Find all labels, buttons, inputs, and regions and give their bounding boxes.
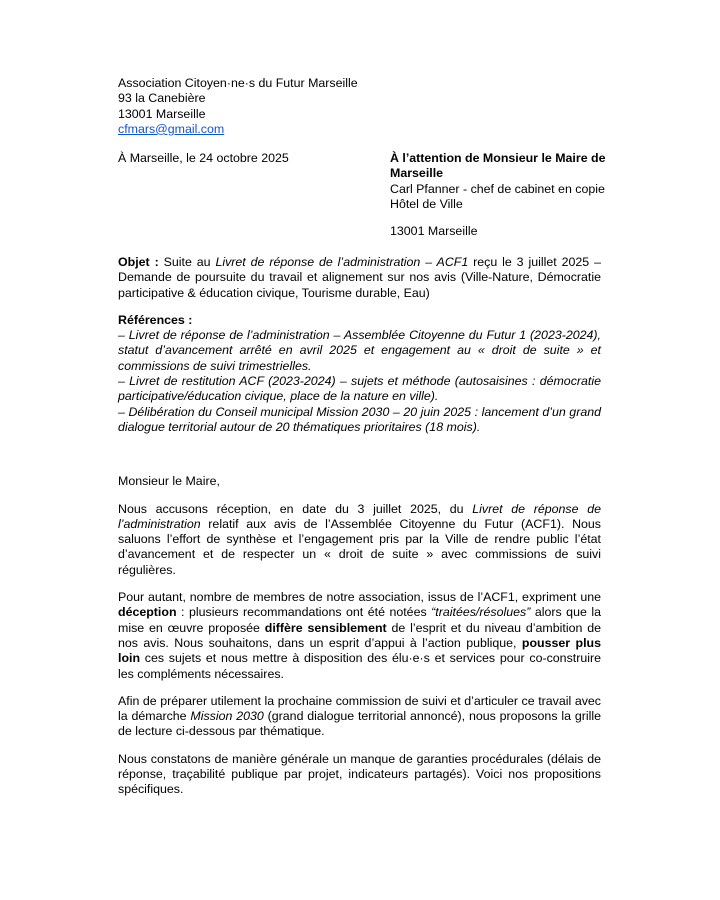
paragraph-deception: Pour autant, nombre de membres de notre association, issus de l’ACF1, expriment une déception : plusieurs recommandations ont été notées “traitées/résolues” alors que la mise en œuvre proposée diffère sensiblement de l’esprit et du niveau d’ambition de nos avis. Nous souhaitons, dans un esprit d’appui à l’action publique, pousser plus loin ces sujets et nous mettre à disposition des élu·e·s et services pour co-construire les compléments nécessaires. xyxy=(118,590,601,681)
paragraph-acknowledgement: Nous accusons réception, en date du 3 juillet 2025, du Livret de réponse de l’administration relatif aux avis de l’Assemblée Citoyenne du Futur (ACF1). Nous saluons l’effort de synthèse et l’engagement pris par la Ville de rendre public l’état d’avancement et de respecter un « droit de suite » avec commissions de suivi régulières. xyxy=(118,501,601,577)
recipient-copy: Carl Pfanner - chef de cabinet en copie xyxy=(390,181,605,196)
reference-item: – Livret de restitution ACF (2023-2024) – sujets et méthode (autosaisines : démocratie participative/éducation civique, place de la nature en ville). xyxy=(118,374,601,404)
letter-body xyxy=(118,255,601,798)
sender-block xyxy=(118,76,418,137)
sender-street: 93 la Canebière xyxy=(118,91,206,106)
references-label: Références : xyxy=(118,312,193,327)
objet-paragraph: Objet : Suite au Livret de réponse de l’administration – ACF1 reçu le 3 juillet 2025 – Demande de poursuite du travail et alignement sur nos avis (Ville-Nature, Démocratie participative & éducation civique, Tourisme durable, Eau) xyxy=(118,255,601,300)
reference-item: – Délibération du Conseil municipal Mission 2030 – 20 juin 2025 : lancement d’un grand dialogue territorial autour de 20 thématiques prioritaires (18 mois). xyxy=(118,404,601,434)
recipient-block xyxy=(390,151,605,239)
paragraph-constat: Nous constatons de manière générale un manque de garanties procédurales (délais de réponse, traçabilité publique par projet, indicateurs partagés). Voici nos propositions spécifiques. xyxy=(118,751,601,797)
sender-name: Association Citoyen·ne·s du Futur Marseille xyxy=(118,76,358,90)
salutation: Monsieur le Maire, xyxy=(118,474,220,489)
recipient-attention-line-1: À l’attention de Monsieur le Maire de xyxy=(390,151,606,165)
objet-label: Objet : xyxy=(118,255,159,269)
sender-city: 13001 Marseille xyxy=(118,106,206,121)
date-line: À Marseille, le 24 octobre 2025 xyxy=(118,151,289,165)
paragraph-mission-2030: Afin de préparer utilement la prochaine commission de suivi et d’articuler ce travail avec la démarche Mission 2030 (grand dialogue territorial annoncé), nous proposons la grille de lecture ci-dessous par thématique. xyxy=(118,693,601,739)
recipient-place: Hôtel de Ville xyxy=(390,196,463,211)
sender-email-link[interactable]: cfmars@gmail.com xyxy=(118,121,225,136)
recipient-attention-line-2: Marseille xyxy=(390,166,444,181)
recipient-city: 13001 Marseille xyxy=(390,224,478,239)
reference-item: – Livret de réponse de l’administration – Assemblée Citoyenne du Futur 1 (2023-2024), statut d’avancement arrêté en avril 2025 et engagement au « droit de suite » et commissions de suivi trimestrielles. xyxy=(118,328,601,373)
